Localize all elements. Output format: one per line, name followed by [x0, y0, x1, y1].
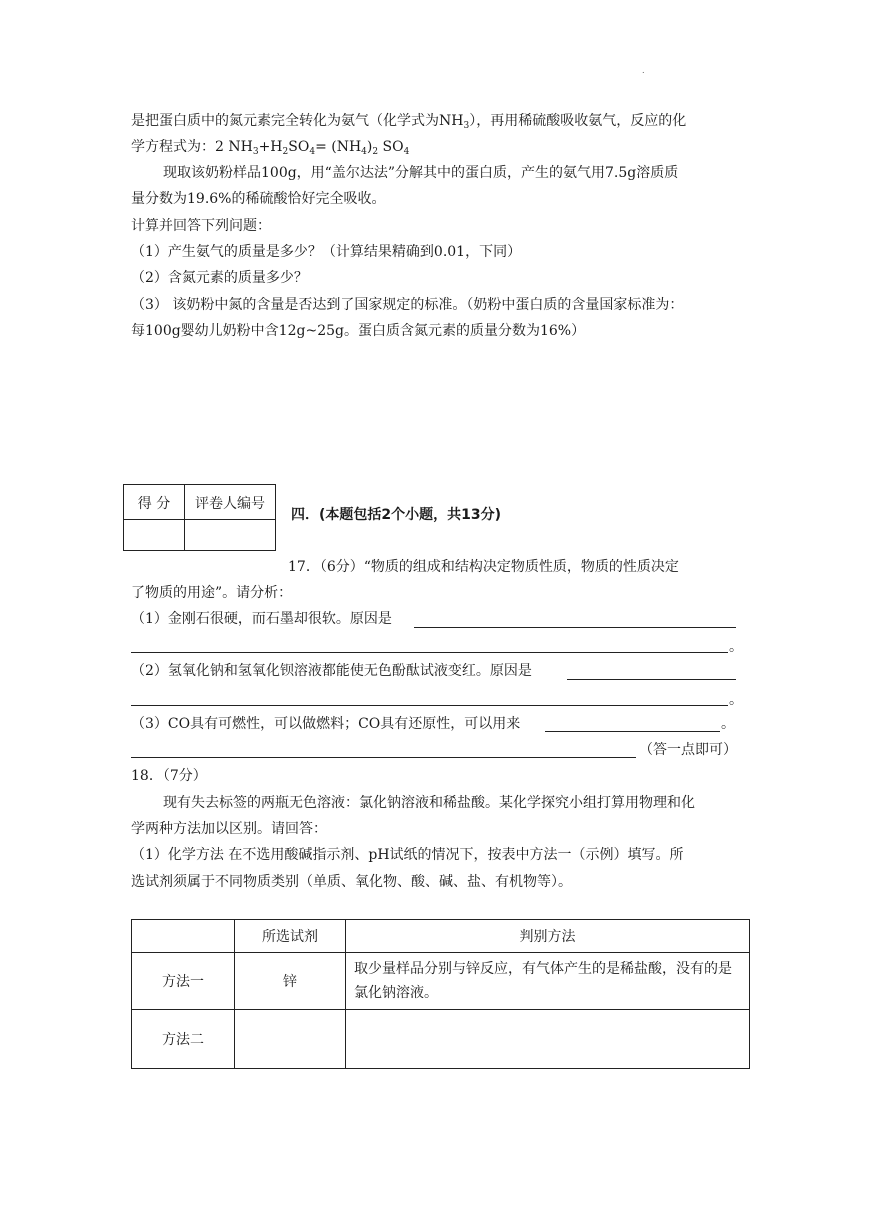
q17-hint: （答一点即可）	[639, 742, 737, 758]
method-label: 方法一	[132, 953, 235, 1010]
answer-blank-1b[interactable]	[131, 652, 728, 653]
section-4-title: 四．(本题包括2个小题，共13分)	[291, 507, 502, 523]
intro-line-3: 现取该奶粉样品100g，用“盖尔达法”分解其中的蛋白质，产生的氨气用7.5g溶质质	[163, 165, 679, 181]
intro-line-4: 量分数为19.6%的稀硫酸恰好完全吸收。	[131, 191, 386, 207]
table-header-cell: 判别方法	[346, 920, 750, 953]
answer-blank-2b[interactable]	[131, 705, 728, 706]
chemical-equation: 学方程式为：2 $NH_3+H_2SO_4= (NH_4)_2$ $SO_4$	[131, 139, 410, 157]
question-1: （1）产生氨气的质量是多少？（计算结果精确到0.01，下同）	[131, 244, 522, 260]
q18-line-4: 选试剂须属于不同物质类别（单质、氧化物、酸、碱、盐、有机物等）。	[131, 874, 572, 890]
q17-part-3: （3）CO具有可燃性，可以做燃料；CO具有还原性，可以用来	[131, 716, 521, 732]
answer-blank-2a[interactable]	[567, 679, 736, 680]
table-row	[132, 953, 750, 1010]
reagent-cell[interactable]	[235, 1010, 346, 1069]
score-label: 得 分	[137, 496, 171, 512]
q17-part-1: （1）金刚石很硬，而石墨却很软。原因是	[131, 611, 392, 627]
method-label: 方法二	[132, 1010, 235, 1069]
q18-line-2: 学两种方法加以区别。请回答：	[131, 821, 327, 837]
table-header-cell	[132, 920, 235, 953]
intro-line-1: 是把蛋白质中的氮元素完全转化为氨气（化学式为$NH_3$），再用稀硫酸吸收氨气，反应的化	[131, 113, 687, 131]
q18-line-3: （1）化学方法 在不选用酸碱指示剂、pH试纸的情况下，按表中方法一（示例）填写。所	[131, 847, 684, 863]
period: 。	[729, 692, 743, 708]
score-box	[123, 484, 276, 551]
q18-heading: 18．（7分）	[131, 768, 207, 784]
grader-id-label: 评卷人编号	[195, 496, 265, 512]
period: 。	[729, 639, 743, 655]
question-3-cont: 每100g婴幼儿奶粉中含12g~25g。蛋白质含氮元素的质量分数为16%）	[131, 323, 586, 339]
q18-line-1: 现有失去标签的两瓶无色溶液：氯化钠溶液和稀盐酸。某化学探究小组打算用物理和化	[163, 795, 695, 811]
page-mark: .	[642, 66, 645, 75]
table-header-row	[132, 920, 750, 953]
description-cell: 取少量样品分别与锌反应，有气体产生的是稀盐酸，没有的是氯化钠溶液。	[346, 953, 750, 1010]
q17-part-2: （2）氢氧化钠和氢氧化钡溶液都能使无色酚酞试液变红。原因是	[131, 663, 532, 679]
table-row	[132, 1010, 750, 1069]
answer-blank-1a[interactable]	[414, 627, 736, 628]
q17-line-2: 了物质的用途”。请分析：	[131, 585, 293, 601]
answer-blank-3a[interactable]	[545, 731, 720, 732]
q17-line-1: 17．（6分）“物质的组成和结构决定物质性质，物质的性质决定	[288, 559, 679, 575]
intro-line-5: 计算并回答下列问题：	[131, 218, 271, 234]
question-3: （3） 该奶粉中氮的含量是否达到了国家规定的标准。（奶粉中蛋白质的含量国家标准为：	[131, 297, 684, 313]
reagent-cell: 锌	[235, 953, 346, 1010]
answer-blank-3b[interactable]	[131, 757, 636, 758]
table-header-cell: 所选试剂	[235, 920, 346, 953]
methods-table	[131, 919, 750, 1069]
period: 。	[721, 716, 735, 732]
description-cell[interactable]	[346, 1010, 750, 1069]
question-2: （2）含氮元素的质量多少？	[131, 270, 308, 286]
